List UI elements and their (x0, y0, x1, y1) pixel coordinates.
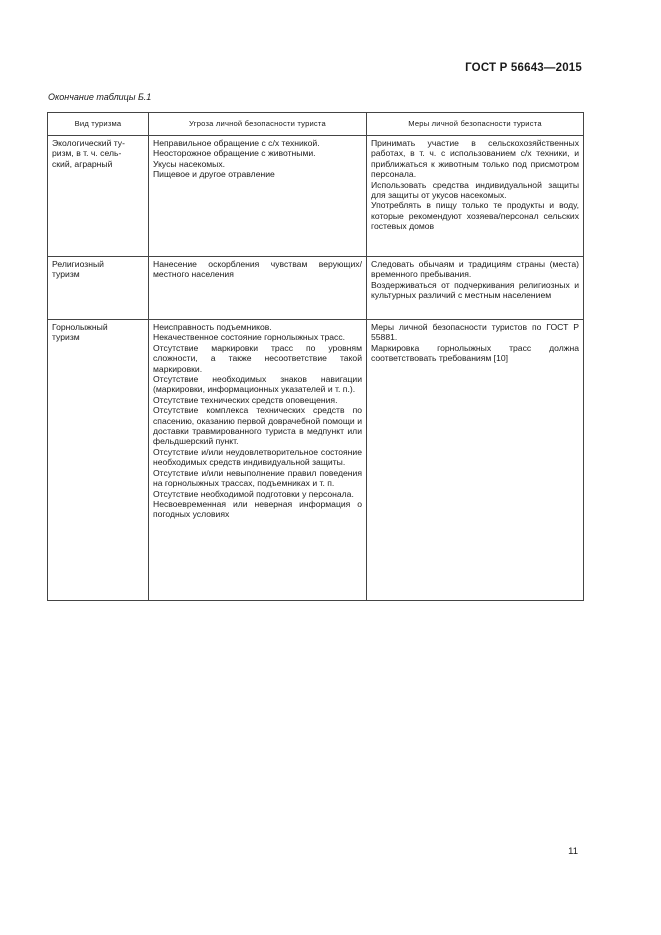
table-row-ski (48, 320, 584, 601)
type-line: туризм (52, 332, 80, 343)
cell-measures (367, 320, 584, 601)
cell-tourism-type (48, 320, 149, 601)
cell-threats (149, 257, 367, 320)
threat-item: Некачественное состояние горнолыжных трасс. (153, 332, 346, 343)
threat-item: Отсутствие и/или неудовлетворительное состояние необходимых средств индивидуальной защиты. (153, 446, 362, 468)
threat-item: Отсутствие комплекса технических средств по спасению, оказанию первой доврачебной помощи и доставки травмированного туриста в медпункт или фельдшерский пункт. (153, 405, 362, 447)
measure-item: Меры личной безопасности туристов по ГОСТ Р 55881. (371, 322, 579, 343)
threat-item: Отсутствие маркировки трасс по уровням сложности, а также несоответствие такой маркировки. (153, 342, 362, 374)
type-line: ризм, в т. ч. сель- (52, 148, 122, 159)
table-row-religious (48, 257, 584, 320)
type-line: Экологический ту- (52, 138, 125, 148)
type-line: Религиозный (52, 259, 104, 269)
threat-item: Нанесение оскорбления чувствам верующих/местного населения (153, 259, 362, 280)
type-line: Горнолыжный (52, 322, 108, 332)
column-header-threats: Угроза личной безопасности туриста (149, 113, 367, 136)
cell-tourism-type (48, 136, 149, 257)
type-line: туризм (52, 269, 80, 280)
standard-code: ГОСТ Р 56643—2015 (465, 62, 582, 74)
threat-item: Неосторожное обращение с животными. (153, 148, 316, 159)
threat-item: Неправильное обращение с с/х техникой. (153, 138, 320, 148)
threat-item: Отсутствие необходимых знаков навигации (маркировки, информационных указателей и т. п.). (153, 374, 362, 395)
threat-item: Неисправность подъемников. (153, 322, 272, 332)
threat-item: Несвоевременная или неверная информация о погодных условиях (153, 498, 362, 520)
cell-tourism-type (48, 257, 149, 320)
measure-item: Принимать участие в сельскохозяйственных работах, в т. ч. с использованием с/х техники, и приближаться к животным только под присмотром персонала. (371, 138, 579, 180)
threat-item: Пищевое и другое отравление (153, 169, 275, 180)
threat-item: Укусы насекомых. (153, 158, 225, 169)
table-caption: Окончание таблицы Б.1 (48, 92, 152, 102)
measure-item: Маркировка горнолыжных трасс должна соответствовать требованиям [10] (371, 342, 579, 364)
type-line: ский, аграрный (52, 158, 113, 169)
cell-measures (367, 136, 584, 257)
measure-item: Следовать обычаям и традициям страны (места) временного пребывания. (371, 259, 579, 280)
threat-item: Отсутствие и/или невыполнение правил поведения на горнолыжных трассах, подъемниках и т. п. (153, 467, 362, 489)
cell-measures (367, 257, 584, 320)
safety-table (47, 112, 584, 601)
threat-item: Отсутствие технических средств оповещения. (153, 394, 338, 405)
column-header-type: Вид туризма (48, 113, 149, 136)
measure-item: Использовать средства индивидуальной защиты для защиты от укусов насекомых. (371, 179, 579, 201)
cell-threats (149, 136, 367, 257)
page-number: 11 (568, 846, 578, 857)
table-header-row (48, 113, 584, 136)
measure-item: Употреблять в пищу только те продукты и воду, которые рекомендуют хозяева/персонал сельских гостевых домов (371, 200, 579, 232)
table-row-ecological (48, 136, 584, 257)
column-header-measures: Меры личной безопасности туриста (367, 113, 584, 136)
threat-item: Отсутствие необходимой подготовки у персонала. (153, 488, 354, 499)
measure-item: Воздерживаться от подчеркивания религиозных и культурных различий с местным населением (371, 279, 579, 301)
cell-threats (149, 320, 367, 601)
